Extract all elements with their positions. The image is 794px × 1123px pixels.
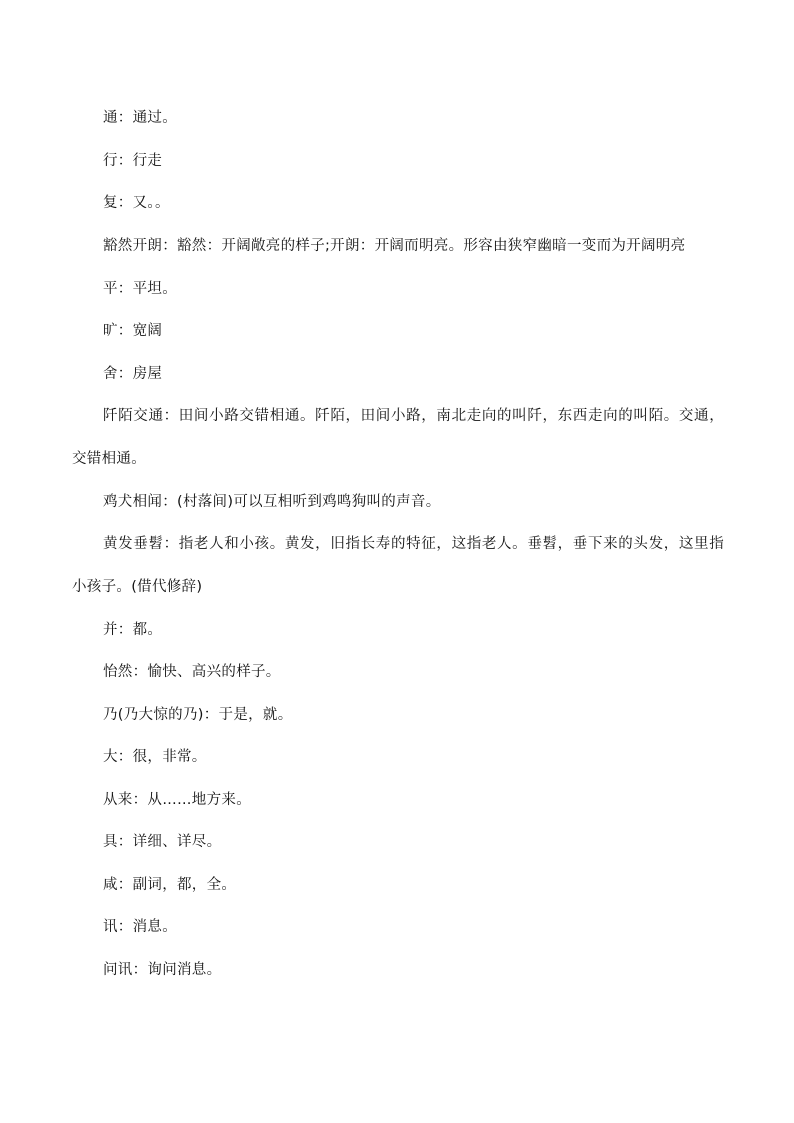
annotation-huoran-kailang: 豁然开朗：豁然：开阔敞亮的样子;开朗：开阔而明亮。形容由狭窄幽暗一变而为开阔明亮 bbox=[103, 237, 686, 254]
annotation-kuang: 旷：宽阔 bbox=[103, 323, 163, 339]
annotation-xun: 讯：消息。 bbox=[103, 919, 177, 935]
annotation-xian: 咸：副词，都，全。 bbox=[103, 876, 237, 893]
annotation-jiquan-xiangwen: 鸡犬相闻：(村落间)可以互相听到鸡鸣狗叫的声音。 bbox=[103, 493, 441, 510]
annotation-yiran: 怡然：愉快、高兴的样子。 bbox=[103, 664, 281, 680]
annotation-nai: 乃(乃大惊的乃)：于是，就。 bbox=[103, 706, 293, 723]
annotation-conglai: 从来：从……地方来。 bbox=[103, 791, 251, 808]
annotation-she: 舍：房屋 bbox=[103, 365, 163, 382]
annotation-huangfa-chuitiao: 黄发垂髫：指老人和小孩。黄发，旧指长寿的特征，这指老人。垂髫，垂下来的头发，这里指小孩子。(借代修辞) bbox=[72, 536, 724, 595]
annotation-fu: 复：又。。 bbox=[103, 195, 170, 211]
annotation-da: 大：很，非常。 bbox=[103, 749, 207, 765]
annotation-wenxun: 问讯：询问消息。 bbox=[103, 961, 222, 978]
annotation-ping: 平：平坦。 bbox=[103, 280, 177, 297]
annotation-list bbox=[72, 104, 724, 998]
annotation-ju: 具：详细、详尽。 bbox=[103, 834, 222, 850]
annotation-bing: 并：都。 bbox=[103, 621, 163, 638]
annotation-tong: 通：通过。 bbox=[103, 110, 177, 126]
annotation-xing: 行：行走 bbox=[103, 152, 163, 169]
annotation-qianmo-jiaotong: 阡陌交通：田间小路交错相通。阡陌，田间小路，南北走向的叫阡，东西走向的叫陌。交通，交错相通。 bbox=[72, 408, 724, 467]
